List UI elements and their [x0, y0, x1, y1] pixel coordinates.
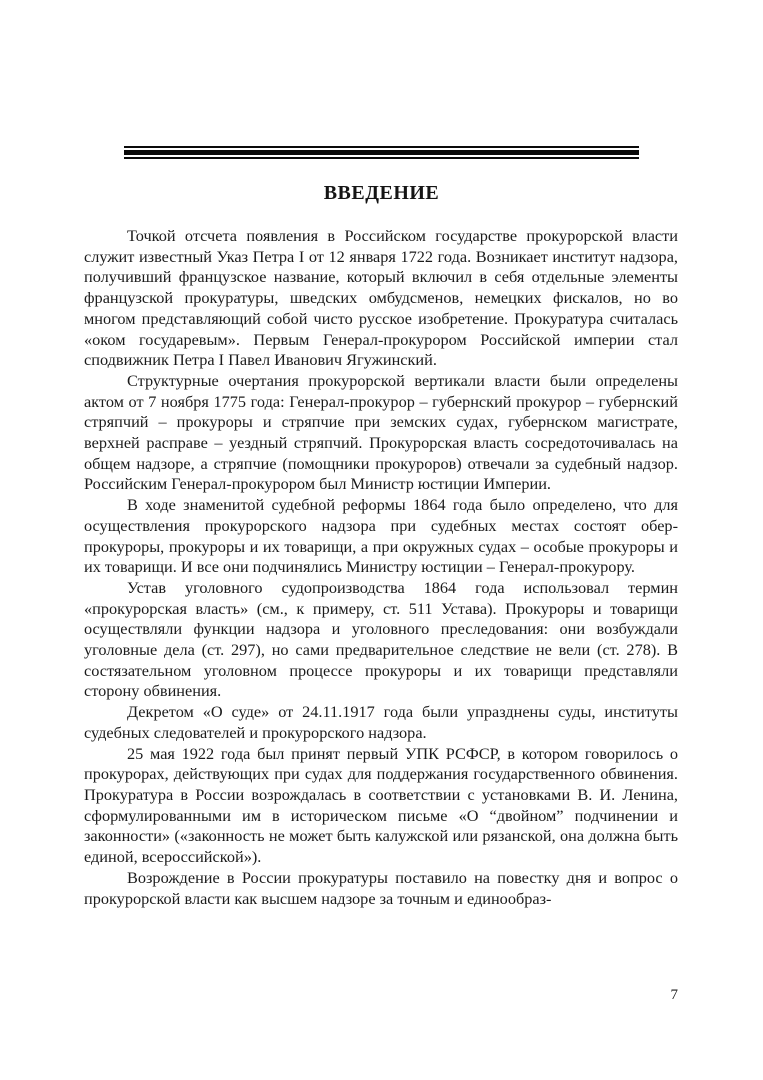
paragraph-2: Структурные очертания прокурорской вертикали власти были определены актом от 7 ноября 1775 года: Генерал-прокурор – губернский прокурор – губернский стряпчий – прокуроры и стряпчие при земских судах, губернском магистрате, верхней расправе – уездный стряпчий. Прокурорская власть сосредоточивалась на общем надзоре, а стряпчие (помощники прокуроров) отвечали за судебный надзор. Российским Генерал-прокурором был Министр юстиции Империи. [84, 370, 678, 494]
paragraph-6: 25 мая 1922 года был принят первый УПК РСФСР, в котором говорилось о прокурорах, действующих при судах для поддержания государственного обвинения. Прокуратура в России возрождалась в соответствии с установками В. И. Ленина, сформулированными им в историческом письме «О “двойном” подчинении и законности» («законность не может быть калужской или рязанской, она должна быть единой, всероссийской»). [84, 743, 678, 867]
rule-thin-line-top [124, 146, 639, 148]
rule-thin-line-bottom [124, 157, 639, 159]
body-text [84, 226, 678, 909]
paragraph-4: Устав уголовного судопроизводства 1864 года использовал термин «прокурорская власть» (см., к примеру, ст. 511 Устава). Прокуроры и товарищи осуществляли функции надзора и уголовного преследования: они возбуждали уголовные дела (ст. 297), но сами предварительное следствие не вели (ст. 278). В состязательном уголовном процессе прокуроры и их товарищи представляли сторону обвинения. [84, 577, 678, 701]
chapter-title: ВВЕДЕНИЕ [323, 182, 440, 204]
decorative-rule [124, 146, 639, 159]
paragraph-5: Декретом «О суде» от 24.11.1917 года были упразднены суды, институты судебных следователей и прокурорского надзора. [84, 702, 678, 742]
paragraph-7: Возрождение в России прокуратуры поставило на повестку дня и вопрос о прокурорской власти как высшем надзоре за точным и единообраз- [84, 867, 678, 908]
paragraph-3: В ходе знаменитой судебной реформы 1864 года было определено, что для осуществления прокурорского надзора при судебных местах состоят обер-прокуроры, прокуроры и их товарищи, а при окружных судах – особые прокуроры и их товарищи. И все они подчинялись Министру юстиции – Генерал-прокурору. [84, 495, 678, 577]
paragraph-1: Точкой отсчета появления в Российском государстве прокурорской власти служит известный Указ Петра I от 12 января 1722 года. Возникает институт надзора, получивший французское название, который включил в себя отдельные элементы французской прокуратуры, шведских омбудсменов, немецких фискалов, но во многом представляющий собой чисто русское изобретение. Прокуратура считалась «оком государевым». Первым Генерал-прокурором Российской империи стал сподвижник Петра I Павел Иванович Ягужинский. [84, 226, 678, 370]
page-number: 7 [670, 987, 678, 1003]
rule-thick-line [124, 150, 639, 155]
